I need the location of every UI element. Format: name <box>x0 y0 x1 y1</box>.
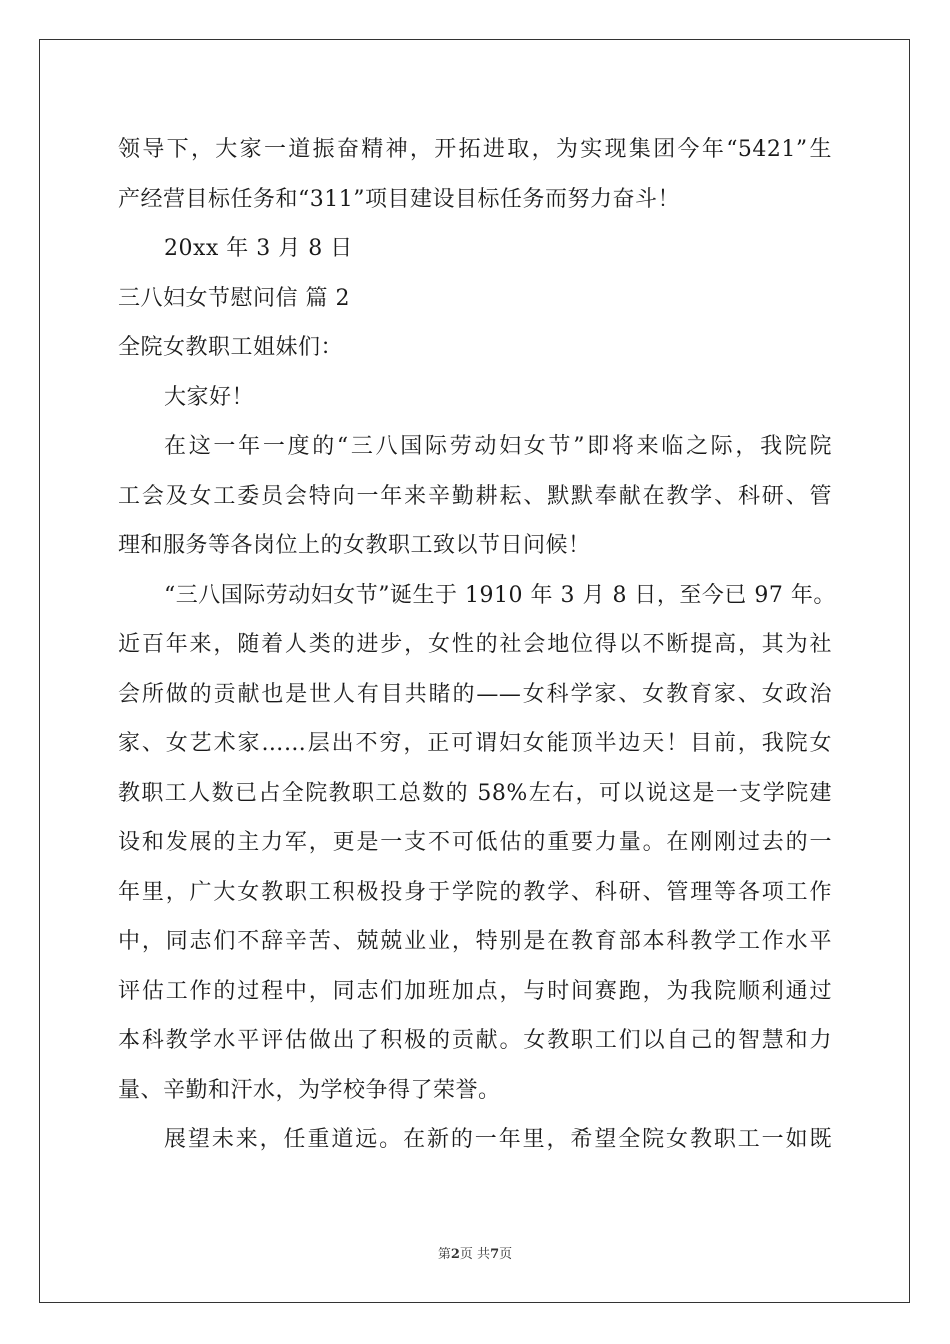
body-text-line: 本科教学水平评估做出了积极的贡献。女教职工们以自己的智慧和力 <box>118 1028 832 1053</box>
body-text-line: 家、女艺术家……层出不穷，正可谓妇女能顶半边天！目前，我院女 <box>118 731 832 756</box>
body-text-line: 评估工作的过程中，同志们加班加点，与时间赛跑，为我院顺利通过 <box>118 979 832 1004</box>
body-text-line: 会所做的贡献也是世人有目共睹的——女科学家、女教育家、女政治 <box>118 682 832 707</box>
body-text-line: 理和服务等各岗位上的女教职工致以节日问候！ <box>118 533 591 558</box>
body-text-line: 近百年来，随着人类的进步，女性的社会地位得以不断提高，其为社 <box>118 632 832 657</box>
body-text-line: 领导下，大家一道振奋精神，开拓进取，为实现集团今年“5421”生 <box>118 137 832 162</box>
page-border <box>39 39 910 1303</box>
greeting: 大家好！ <box>164 385 255 410</box>
page-number-suffix: 页 <box>499 1247 513 1262</box>
page-number-mid: 页 共 <box>459 1247 491 1262</box>
page-number-current: 2 <box>450 1247 460 1262</box>
body-text-line: 量、辛勤和汗水，为学校争得了荣誉。 <box>118 1078 501 1103</box>
body-text-line: 设和发展的主力军，更是一支不可低估的重要力量。在刚刚过去的一 <box>118 830 832 855</box>
page-number-prefix: 第 <box>437 1247 451 1262</box>
body-text-line: 展望未来，任重道远。在新的一年里，希望全院女教职工一如既 <box>164 1127 832 1152</box>
body-text-line: 产经营目标任务和“311”项目建设目标任务而努力奋斗！ <box>118 187 680 212</box>
letter-date: 20xx 年 3 月 8 日 <box>164 236 353 261</box>
salutation: 全院女教职工姐妹们： <box>118 335 344 360</box>
page-number-total: 7 <box>490 1247 500 1262</box>
body-text-line: “三八国际劳动妇女节”诞生于 1910 年 3 月 8 日，至今已 97 年。 <box>164 583 836 608</box>
body-text-line: 在这一年一度的“三八国际劳动妇女节”即将来临之际，我院院 <box>164 434 832 459</box>
page-footer <box>0 1246 950 1264</box>
body-text-line: 年里，广大女教职工积极投身于学院的教学、科研、管理等各项工作 <box>118 880 832 905</box>
body-text-line: 中，同志们不辞辛苦、兢兢业业，特别是在教育部本科教学工作水平 <box>118 929 832 954</box>
body-text-line: 教职工人数已占全院教职工总数的 58%左右，可以说这是一支学院建 <box>118 781 832 806</box>
body-text-line: 工会及女工委员会特向一年来辛勤耕耘、默默奉献在教学、科研、管 <box>118 484 832 509</box>
section-title: 三八妇女节慰问信 篇 2 <box>118 286 350 311</box>
